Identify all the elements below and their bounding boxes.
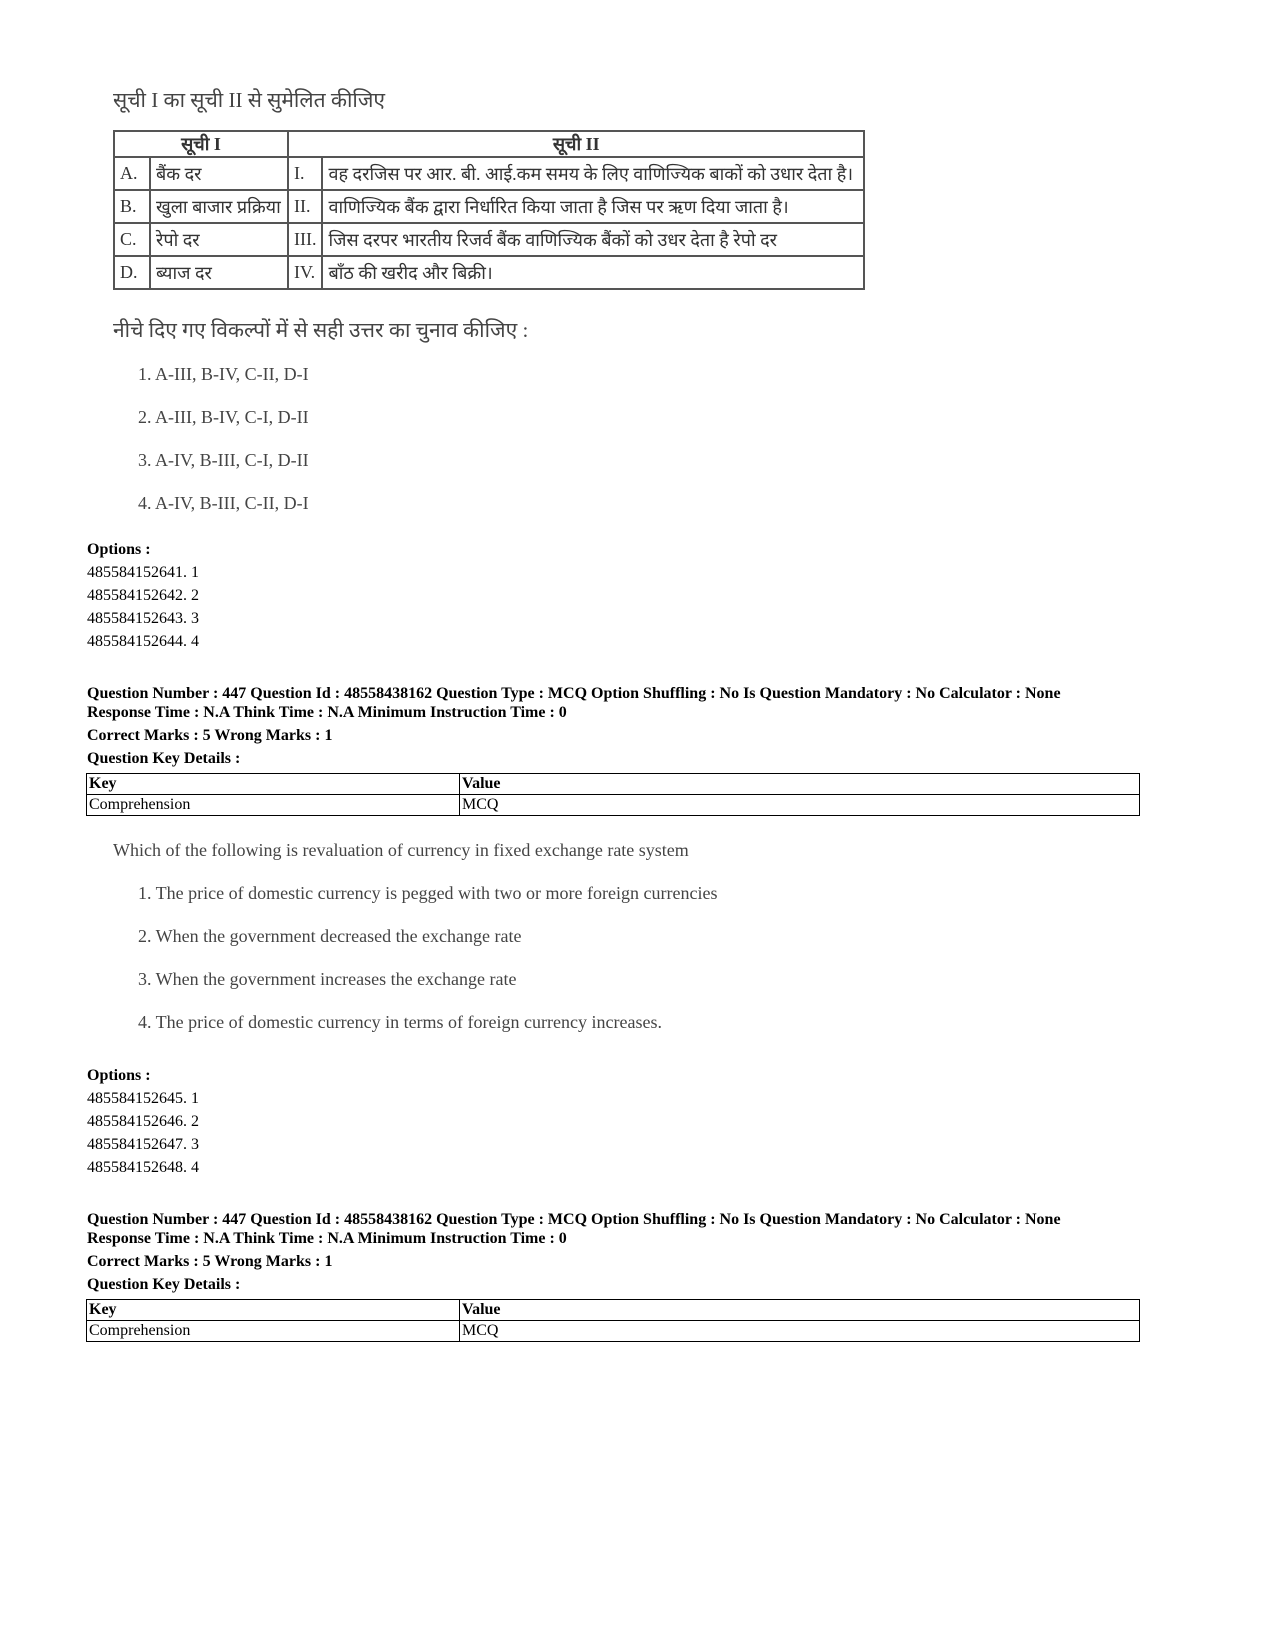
q2-text: Which of the following is revaluation of currency in fixed exchange rate system (113, 840, 689, 860)
key-details-table (86, 1299, 1140, 1342)
table-row (87, 774, 1140, 795)
table-row (114, 190, 864, 223)
row-letter: C. (114, 223, 150, 256)
q1-option-2: 2. A-III, B-IV, C-I, D-II (138, 407, 309, 427)
list1-item: खुला बाजार प्रक्रिया (150, 190, 288, 223)
q1-heading: सूची I का सूची II से सुमेलित कीजिए (113, 88, 386, 112)
option-id-item: 485584152641. 1 (87, 564, 199, 581)
value-cell: MCQ (460, 795, 1140, 816)
key-details-table (86, 773, 1140, 816)
option-id-item: 485584152643. 3 (87, 610, 199, 627)
row-letter: B. (114, 190, 150, 223)
list2-item: बाँठ की खरीद और बिक्री। (322, 256, 864, 289)
row-roman: III. (288, 223, 322, 256)
q2-option-3: 3. When the government increases the exchange rate (138, 969, 517, 989)
row-letter: D. (114, 256, 150, 289)
option-id-item: 485584152646. 2 (87, 1113, 199, 1130)
list1-item: ब्याज दर (150, 256, 288, 289)
list2-item: वाणिज्यिक बैंक द्वारा निर्धारित किया जाता है जिस पर ऋण दिया जाता है। (322, 190, 864, 223)
key-header: Key (87, 1300, 460, 1321)
list2-item: जिस दरपर भारतीय रिजर्व बैंक वाणिज्यिक बैंकों को उधर देता है रेपो दर (322, 223, 864, 256)
value-header: Value (460, 1300, 1140, 1321)
key-cell: Comprehension (87, 1321, 460, 1342)
table-row (87, 1321, 1140, 1342)
question-meta-line1: Question Number : 447 Question Id : 48558438162 Question Type : MCQ Option Shuffling : No Is Question Mandatory : No Calculator : None (87, 1211, 1061, 1228)
key-header: Key (87, 774, 460, 795)
value-header: Value (460, 774, 1140, 795)
row-letter: A. (114, 157, 150, 190)
marks-line: Correct Marks : 5 Wrong Marks : 1 (87, 727, 333, 744)
row-roman: II. (288, 190, 322, 223)
list1-item: रेपो दर (150, 223, 288, 256)
value-cell: MCQ (460, 1321, 1140, 1342)
key-cell: Comprehension (87, 795, 460, 816)
option-id-item: 485584152648. 4 (87, 1159, 199, 1176)
q1-option-3: 3. A-IV, B-III, C-I, D-II (138, 450, 309, 470)
list2-header: सूची II (288, 131, 864, 157)
question-meta-line1: Question Number : 447 Question Id : 48558438162 Question Type : MCQ Option Shuffling : No Is Question Mandatory : No Calculator : None (87, 685, 1061, 702)
row-roman: I. (288, 157, 322, 190)
table-row (114, 223, 864, 256)
list2-item: वह दरजिस पर आर. बी. आई.कम समय के लिए वाणिज्यिक बाकों को उधार देता है। (322, 157, 864, 190)
row-roman: IV. (288, 256, 322, 289)
q2-option-4: 4. The price of domestic currency in terms of foreign currency increases. (138, 1012, 662, 1032)
match-table-header (114, 131, 864, 157)
q1-option-4: 4. A-IV, B-III, C-II, D-I (138, 493, 309, 513)
table-row (87, 795, 1140, 816)
list1-item: बैंक दर (150, 157, 288, 190)
list1-header: सूची I (114, 131, 288, 157)
q2-option-1: 1. The price of domestic currency is pegged with two or more foreign currencies (138, 883, 718, 903)
option-id-item: 485584152644. 4 (87, 633, 199, 650)
key-details-label: Question Key Details : (87, 1276, 241, 1293)
option-id-item: 485584152647. 3 (87, 1136, 199, 1153)
marks-line: Correct Marks : 5 Wrong Marks : 1 (87, 1253, 333, 1270)
table-row (114, 256, 864, 289)
question-meta-line2: Response Time : N.A Think Time : N.A Minimum Instruction Time : 0 (87, 704, 567, 721)
question-meta-line2: Response Time : N.A Think Time : N.A Minimum Instruction Time : 0 (87, 1230, 567, 1247)
key-details-label: Question Key Details : (87, 750, 241, 767)
match-table (113, 130, 865, 290)
q1-option-1: 1. A-III, B-IV, C-II, D-I (138, 364, 309, 384)
option-id-item: 485584152645. 1 (87, 1090, 199, 1107)
table-row (114, 157, 864, 190)
option-id-item: 485584152642. 2 (87, 587, 199, 604)
options-label: Options : (87, 1067, 151, 1084)
options-label: Options : (87, 541, 151, 558)
q1-instruction: नीचे दिए गए विकल्पों में से सही उत्तर का चुनाव कीजिए : (113, 318, 529, 342)
table-row (87, 1300, 1140, 1321)
q2-option-2: 2. When the government decreased the exchange rate (138, 926, 522, 946)
